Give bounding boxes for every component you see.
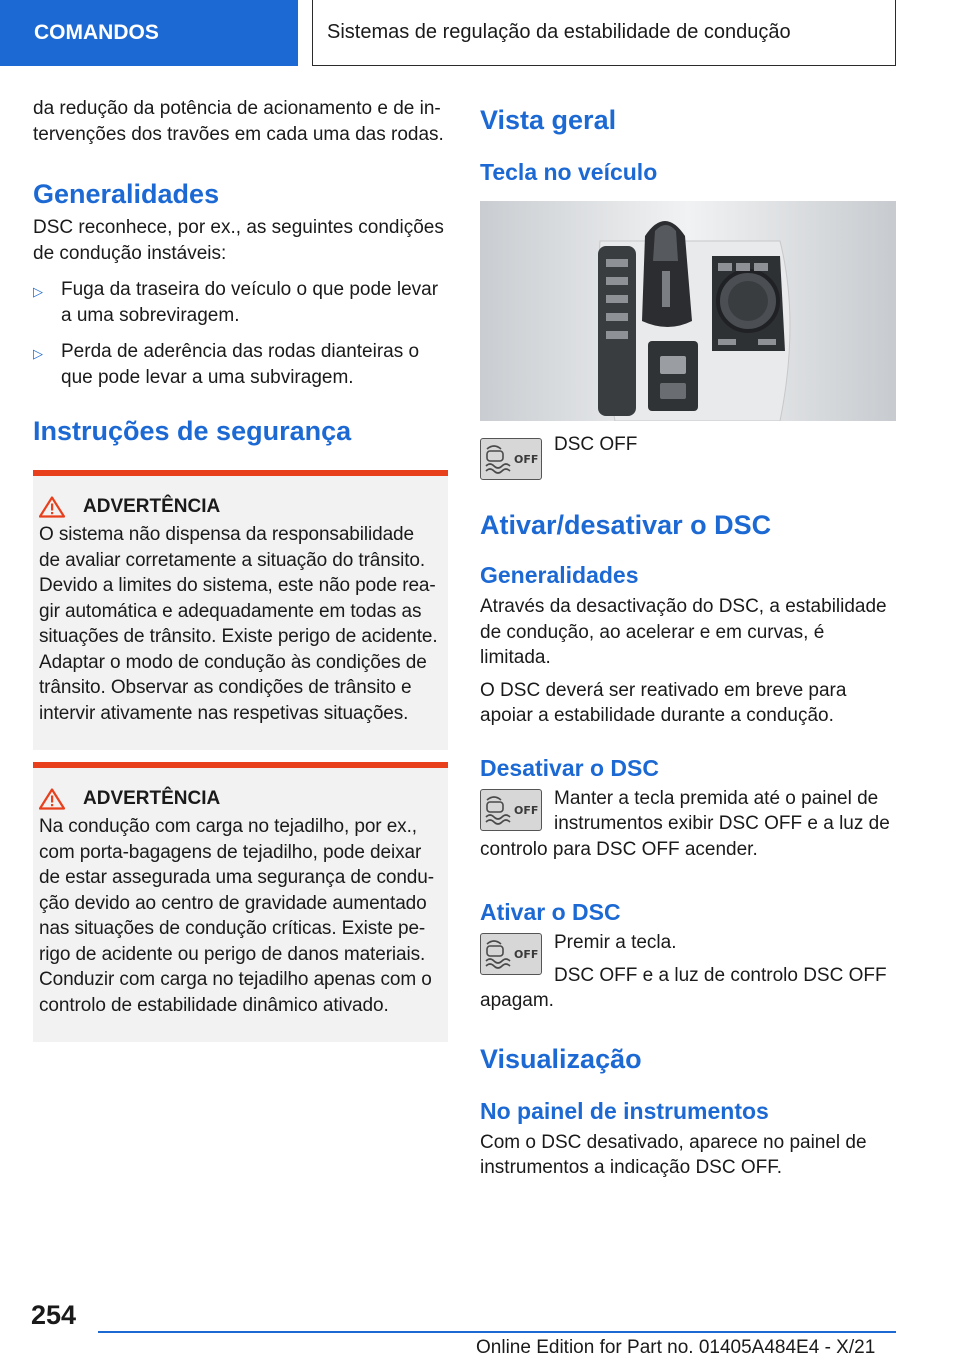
heading-display: Visualização (480, 1043, 642, 1074)
activate-line: DSC OFF e a luz de controlo DSC OFF (554, 964, 887, 986)
triangle-bullet-icon: ▷ (33, 284, 43, 299)
warning-line: de avaliar corretamente a situação do trânsito. (39, 549, 426, 571)
list-item (33, 339, 448, 390)
heading-overview: Vista geral (480, 105, 617, 135)
deactivate-line: controlo para DSC OFF acender. (480, 838, 758, 860)
bullet-line: que pode levar a uma subviragem. (61, 366, 354, 388)
svg-text:OFF: OFF (514, 453, 539, 466)
activate-block (480, 930, 896, 988)
bullet-line: a uma sobreviragem. (61, 304, 240, 326)
warning-line: controlo de estabilidade dinâmico ativado. (39, 994, 389, 1016)
intro-line: da redução da potência de acionamento e de in- (33, 98, 441, 119)
activate-line: apagam. (480, 990, 554, 1011)
center-console-image (480, 201, 896, 421)
warning-line: Devido a limites do sistema, este não pode rea- (39, 575, 436, 596)
warning-header (39, 496, 442, 518)
warning-line: intervir ativamente nas respetivas situações. (39, 702, 409, 724)
warning-line: nas situações de condução críticas. Existe pe- (39, 918, 426, 939)
deactivate-block (480, 786, 896, 837)
dsc-off-button-icon (480, 789, 542, 831)
key-legend (480, 434, 896, 480)
warning-line: Conduzir com carga no tejadilho apenas com o (39, 969, 432, 990)
toggle-text-line: apoiar a estabilidade durante a condução. (480, 705, 834, 726)
right-column (480, 96, 896, 1181)
footer-edition: Online Edition for Part no. 01405A484E4 - X/21 (476, 1337, 876, 1358)
warning-line: trânsito. Observar as condições de trânsito e (39, 677, 412, 698)
heading-toggle-generalidades: Generalidades (480, 562, 639, 588)
triangle-bullet-icon: ▷ (33, 346, 43, 361)
warning-title: ADVERTÊNCIA (83, 788, 221, 809)
warning-header (39, 788, 442, 810)
warning-triangle-icon (39, 788, 65, 810)
warning-line: gir automática e adequadamente em todas as (39, 600, 422, 622)
gen-text-line: DSC reconhece, por ex., as seguintes condições (33, 217, 444, 238)
dsc-off-button-icon (480, 933, 542, 975)
svg-text:OFF: OFF (514, 948, 539, 961)
footer-divider (98, 1331, 896, 1333)
svg-text:OFF: OFF (514, 803, 539, 817)
cluster-text-line: Com o DSC desativado, aparece no painel de (480, 1131, 867, 1153)
warning-box (33, 762, 448, 1042)
toggle-text-line: de condução, ao acelerar e em curvas, é limitada. (480, 621, 825, 668)
section-tab: COMANDOS (0, 0, 298, 66)
page-number: 254 (31, 1300, 77, 1330)
warning-line: com porta-bagagens de tejadilho, pode deixar (39, 841, 422, 863)
warning-title: ADVERTÊNCIA (83, 496, 221, 517)
heading-deactivate: Desativar o DSC (480, 754, 659, 781)
heading-key: Tecla no veículo (480, 159, 658, 185)
warning-line: Na condução com carga no tejadilho, por ex., (39, 816, 417, 837)
console-photo (480, 201, 896, 421)
warning-line: situações de trânsito. Existe perigo de acidente. (39, 626, 438, 647)
heading-activate: Ativar o DSC (480, 899, 621, 925)
warning-triangle-icon (39, 496, 65, 518)
bullet-line: Fuga da traseira do veículo o que pode levar (61, 279, 439, 300)
heading-cluster: No painel de instrumentos (480, 1097, 769, 1124)
key-label: DSC OFF (554, 434, 638, 455)
toggle-text-line: Através da desactivação do DSC, a estabilidade (480, 596, 887, 617)
heading-safety: Instruções de segurança (33, 416, 352, 446)
warning-line: ção devido ao centro de gravidade aumentado (39, 892, 427, 914)
gen-text-line: de condução instáveis: (33, 242, 227, 264)
warning-line: Adaptar o modo de condução às condições de (39, 651, 427, 673)
dsc-off-button-icon (480, 438, 542, 480)
intro-line: tervenções dos travões em cada uma das rodas. (33, 123, 444, 145)
heading-generalidades: Generalidades (33, 179, 220, 209)
warning-line: de estar assegurada uma segurança de condu- (39, 867, 434, 888)
left-column (33, 96, 448, 1042)
bullet-line: Perda de aderência das rodas dianteiras o (61, 341, 420, 362)
cluster-text-line: instrumentos a indicação DSC OFF. (480, 1157, 783, 1178)
warning-line: O sistema não dispensa da responsabilidade (39, 524, 414, 545)
toggle-text-line: O DSC deverá ser reativado em breve para (480, 679, 847, 701)
warning-box (33, 470, 448, 750)
deactivate-line: instrumentos exibir DSC OFF e a luz de (554, 813, 890, 834)
activate-line: Premir a tecla. (554, 932, 677, 953)
list-item (33, 277, 448, 328)
warning-line: rigo de acidente ou perigo de danos materiais. (39, 943, 426, 965)
heading-toggle-dsc: Ativar/desativar o DSC (480, 510, 772, 540)
chapter-title: Sistemas de regulação da estabilidade de condução (312, 0, 896, 66)
deactivate-line: Manter a tecla premida até o painel de (554, 787, 879, 809)
